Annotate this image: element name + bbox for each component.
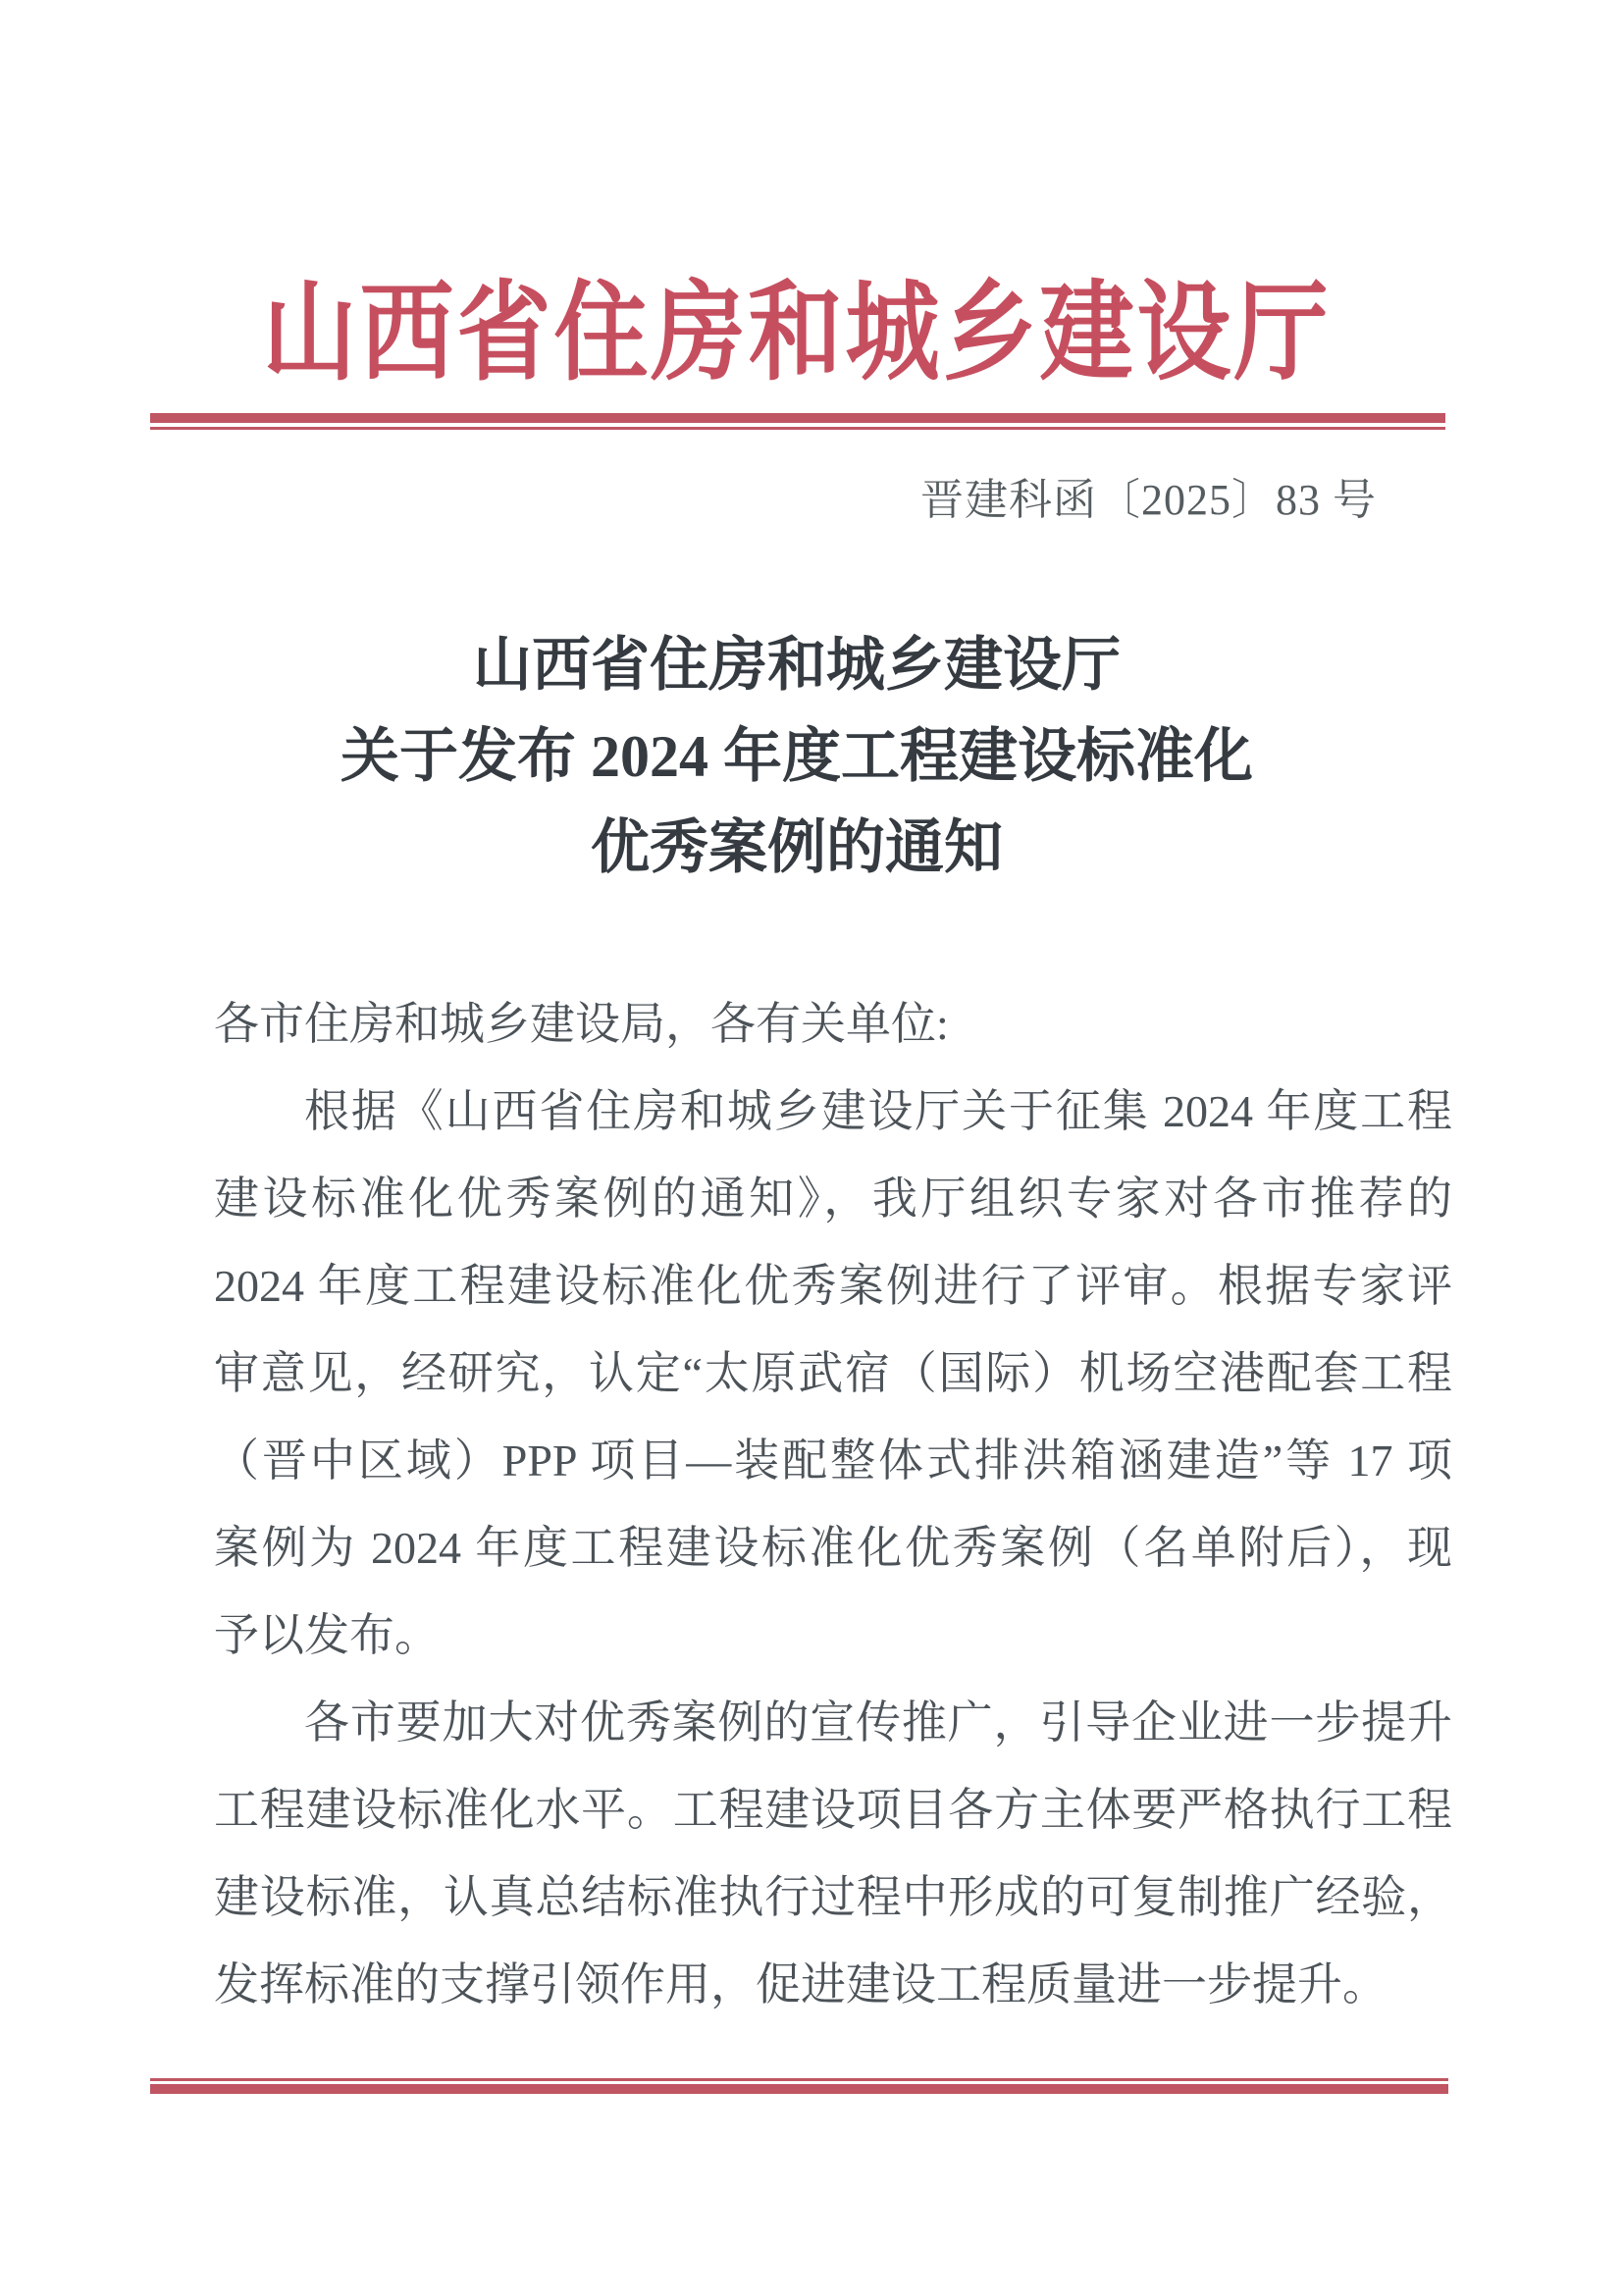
document-body [214, 980, 1452, 2028]
body-line: （晋中区域）PPP 项目—装配整体式排洪箱涵建造”等 17 项 [214, 1435, 1452, 1486]
body-line: 各市要加大对优秀案例的宣传推广，引导企业进一步提升 [304, 1697, 1452, 1748]
body-line: 发挥标准的支撑引领作用，促进建设工程质量进一步提升。 [214, 1959, 1387, 2009]
body-line: 案例为 2024 年度工程建设标准化优秀案例（名单附后），现 [214, 1523, 1452, 1573]
document-title-line-2: 关于发布 2024 年度工程建设标准化 [340, 724, 1253, 789]
document-title-line-1: 山西省住房和城乡建设厅 [473, 633, 1121, 698]
document-reference-number: 晋建科函〔2025〕83 号 [920, 476, 1377, 524]
document-title-line-3: 优秀案例的通知 [591, 815, 1003, 880]
body-line: 审意见，经研究，认定“太原武宿（国际）机场空港配套工程 [214, 1348, 1452, 1398]
rule-thick-bar [150, 2084, 1448, 2094]
body-line: 2024 年度工程建设标准化优秀案例进行了评审。根据专家评 [214, 1261, 1452, 1311]
footer-double-rule [150, 2078, 1448, 2094]
document-title [0, 620, 1594, 894]
body-line: 建设标准化优秀案例的通知》，我厅组织专家对各市推荐的 [214, 1174, 1452, 1224]
body-line: 建设标准，认真总结标准执行过程中形成的可复制推广经验， [214, 1872, 1452, 1922]
body-line: 予以发布。 [214, 1610, 440, 1660]
body-line: 工程建设标准化水平。工程建设项目各方主体要严格执行工程 [214, 1785, 1452, 1835]
letterhead-org-name: 山西省住房和城乡建设厅 [262, 273, 1332, 394]
rule-thin-bar [150, 427, 1445, 430]
letterhead-double-rule [150, 413, 1445, 430]
salutation-line: 各市住房和城乡建设局，各有关单位: [214, 999, 949, 1049]
body-line: 根据《山西省住房和城乡建设厅关于征集 2024 年度工程 [304, 1086, 1452, 1136]
rule-thick-bar [150, 413, 1445, 423]
